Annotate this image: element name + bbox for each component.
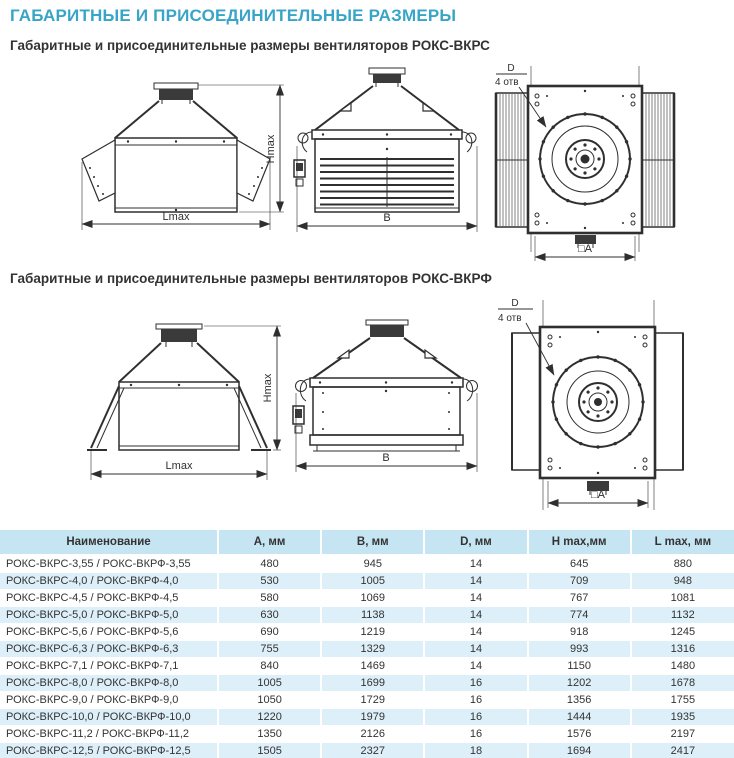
fan-impeller-circles <box>551 355 644 448</box>
header-name: Наименование <box>0 530 218 555</box>
row-value-cell: 840 <box>218 658 321 675</box>
row-value-cell: 16 <box>424 675 527 692</box>
row-name-cell: РОКС-ВКРС-7,1 / РОКС-ВКРФ-7,1 <box>0 658 218 675</box>
row-name-cell: РОКС-ВКРС-4,5 / РОКС-ВКРФ-4,5 <box>0 590 218 607</box>
row-value-cell: 1150 <box>528 658 631 675</box>
row-value-cell: 1935 <box>631 709 734 726</box>
row-value-cell: 2197 <box>631 726 734 743</box>
row-value-cell: 709 <box>528 573 631 590</box>
row-name-cell: РОКС-ВКРС-8,0 / РОКС-ВКРФ-8,0 <box>0 675 218 692</box>
dim-label-b: B <box>383 212 391 224</box>
row-value-cell: 1678 <box>631 675 734 692</box>
table-row <box>0 709 734 726</box>
row-value-cell: 1576 <box>528 726 631 743</box>
dim-label-d: D <box>511 298 519 309</box>
row-value-cell: 1979 <box>321 709 424 726</box>
row-name-cell: РОКС-ВКРС-10,0 / РОКС-ВКРФ-10,0 <box>0 709 218 726</box>
row-value-cell: 1755 <box>631 692 734 709</box>
holes-note: 4 отв <box>495 77 519 88</box>
row-value-cell: 1069 <box>321 590 424 607</box>
row-value-cell: 14 <box>424 607 527 624</box>
section2-title: Габаритные и присоединительные размеры вентиляторов РОКС-ВКРФ <box>10 271 492 286</box>
row-name-cell: РОКС-ВКРС-4,0 / РОКС-ВКРФ-4,0 <box>0 573 218 590</box>
row-value-cell: 1081 <box>631 590 734 607</box>
table-row <box>0 607 734 624</box>
row-value-cell: 630 <box>218 607 321 624</box>
row-value-cell: 18 <box>424 743 527 758</box>
row-value-cell: 14 <box>424 624 527 641</box>
row-value-cell: 774 <box>528 607 631 624</box>
page-title: ГАБАРИТНЫЕ И ПРИСОЕДИНИТЕЛЬНЫЕ РАЗМЕРЫ <box>10 6 457 25</box>
row-value-cell: 880 <box>631 555 734 573</box>
vkrf-top-view-drawing <box>488 295 734 520</box>
holes-note: 4 отв <box>498 313 522 324</box>
row-value-cell: 480 <box>218 555 321 573</box>
table-row <box>0 658 734 675</box>
row-name-cell: РОКС-ВКРС-6,3 / РОКС-ВКРФ-6,3 <box>0 641 218 658</box>
table-row <box>0 555 734 573</box>
row-name-cell: РОКС-ВКРС-11,2 / РОКС-ВКРФ-11,2 <box>0 726 218 743</box>
row-value-cell: 1350 <box>218 726 321 743</box>
row-value-cell: 1005 <box>218 675 321 692</box>
header-hmax: Н max,мм <box>528 530 631 555</box>
row-value-cell: 945 <box>321 555 424 573</box>
header-lmax: L max, мм <box>631 530 734 555</box>
row-value-cell: 690 <box>218 624 321 641</box>
table-row <box>0 726 734 743</box>
row-value-cell: 1505 <box>218 743 321 758</box>
row-value-cell: 1245 <box>631 624 734 641</box>
fan-impeller-circles <box>538 112 631 205</box>
dim-label-d: D <box>507 63 515 74</box>
row-name-cell: РОКС-ВКРС-12,5 / РОКС-ВКРФ-12,5 <box>0 743 218 758</box>
row-value-cell: 1220 <box>218 709 321 726</box>
row-value-cell: 1444 <box>528 709 631 726</box>
row-name-cell: РОКС-ВКРС-9,0 / РОКС-ВКРФ-9,0 <box>0 692 218 709</box>
right-louver-panel <box>642 93 674 227</box>
row-name-cell: РОКС-ВКРС-3,55 / РОКС-ВКРФ-3,55 <box>0 555 218 573</box>
row-value-cell: 580 <box>218 590 321 607</box>
row-value-cell: 16 <box>424 692 527 709</box>
row-value-cell: 1699 <box>321 675 424 692</box>
table-row <box>0 692 734 709</box>
section1-title: Габаритные и присоединительные размеры вентиляторов РОКС-ВКРС <box>10 38 490 53</box>
row-value-cell: 16 <box>424 709 527 726</box>
row-value-cell: 1316 <box>631 641 734 658</box>
row-value-cell: 2417 <box>631 743 734 758</box>
row-value-cell: 2126 <box>321 726 424 743</box>
left-louver-panel <box>496 93 528 227</box>
table-row <box>0 675 734 692</box>
table-body <box>0 555 734 758</box>
row-value-cell: 948 <box>631 573 734 590</box>
dim-label-a: □A <box>591 489 605 501</box>
row-name-cell: РОКС-ВКРС-5,6 / РОКС-ВКРФ-5,6 <box>0 624 218 641</box>
row-value-cell: 1138 <box>321 607 424 624</box>
row-value-cell: 1005 <box>321 573 424 590</box>
row-value-cell: 16 <box>424 726 527 743</box>
row-value-cell: 1469 <box>321 658 424 675</box>
row-value-cell: 1694 <box>528 743 631 758</box>
row-value-cell: 14 <box>424 658 527 675</box>
header-a: А, мм <box>218 530 321 555</box>
row-value-cell: 14 <box>424 573 527 590</box>
row-value-cell: 1050 <box>218 692 321 709</box>
row-value-cell: 993 <box>528 641 631 658</box>
dim-label-lmax: Lmax <box>165 460 193 472</box>
dimensions-table <box>0 530 734 758</box>
row-value-cell: 645 <box>528 555 631 573</box>
row-value-cell: 1329 <box>321 641 424 658</box>
dim-label-hmax: Hmax <box>262 373 274 403</box>
vkrf-side-view-drawing <box>15 298 295 493</box>
row-value-cell: 14 <box>424 641 527 658</box>
row-value-cell: 14 <box>424 555 527 573</box>
row-value-cell: 1132 <box>631 607 734 624</box>
row-value-cell: 1219 <box>321 624 424 641</box>
louver-slats <box>320 157 454 207</box>
row-value-cell: 1356 <box>528 692 631 709</box>
header-d: D, мм <box>424 530 527 555</box>
header-b: В, мм <box>321 530 424 555</box>
row-value-cell: 1729 <box>321 692 424 709</box>
table-header-row <box>0 530 734 555</box>
table-row <box>0 590 734 607</box>
dim-label-b: B <box>382 452 390 464</box>
row-value-cell: 918 <box>528 624 631 641</box>
dim-label-a: □A <box>578 243 592 255</box>
dim-label-lmax: Lmax <box>162 211 190 223</box>
table-row <box>0 624 734 641</box>
row-name-cell: РОКС-ВКРС-5,0 / РОКС-ВКРФ-5,0 <box>0 607 218 624</box>
table-row <box>0 573 734 590</box>
row-value-cell: 755 <box>218 641 321 658</box>
row-value-cell: 767 <box>528 590 631 607</box>
vkrs-front-view-drawing <box>293 62 483 242</box>
table-row <box>0 743 734 758</box>
dim-label-hmax: Hmax <box>265 134 277 164</box>
row-value-cell: 1480 <box>631 658 734 675</box>
table-row <box>0 641 734 658</box>
row-value-cell: 2327 <box>321 743 424 758</box>
row-value-cell: 14 <box>424 590 527 607</box>
vkrs-side-view-drawing <box>18 62 298 242</box>
vkrs-top-view-drawing <box>487 60 734 265</box>
vkrf-front-view-drawing <box>292 300 482 480</box>
row-value-cell: 1202 <box>528 675 631 692</box>
row-value-cell: 530 <box>218 573 321 590</box>
